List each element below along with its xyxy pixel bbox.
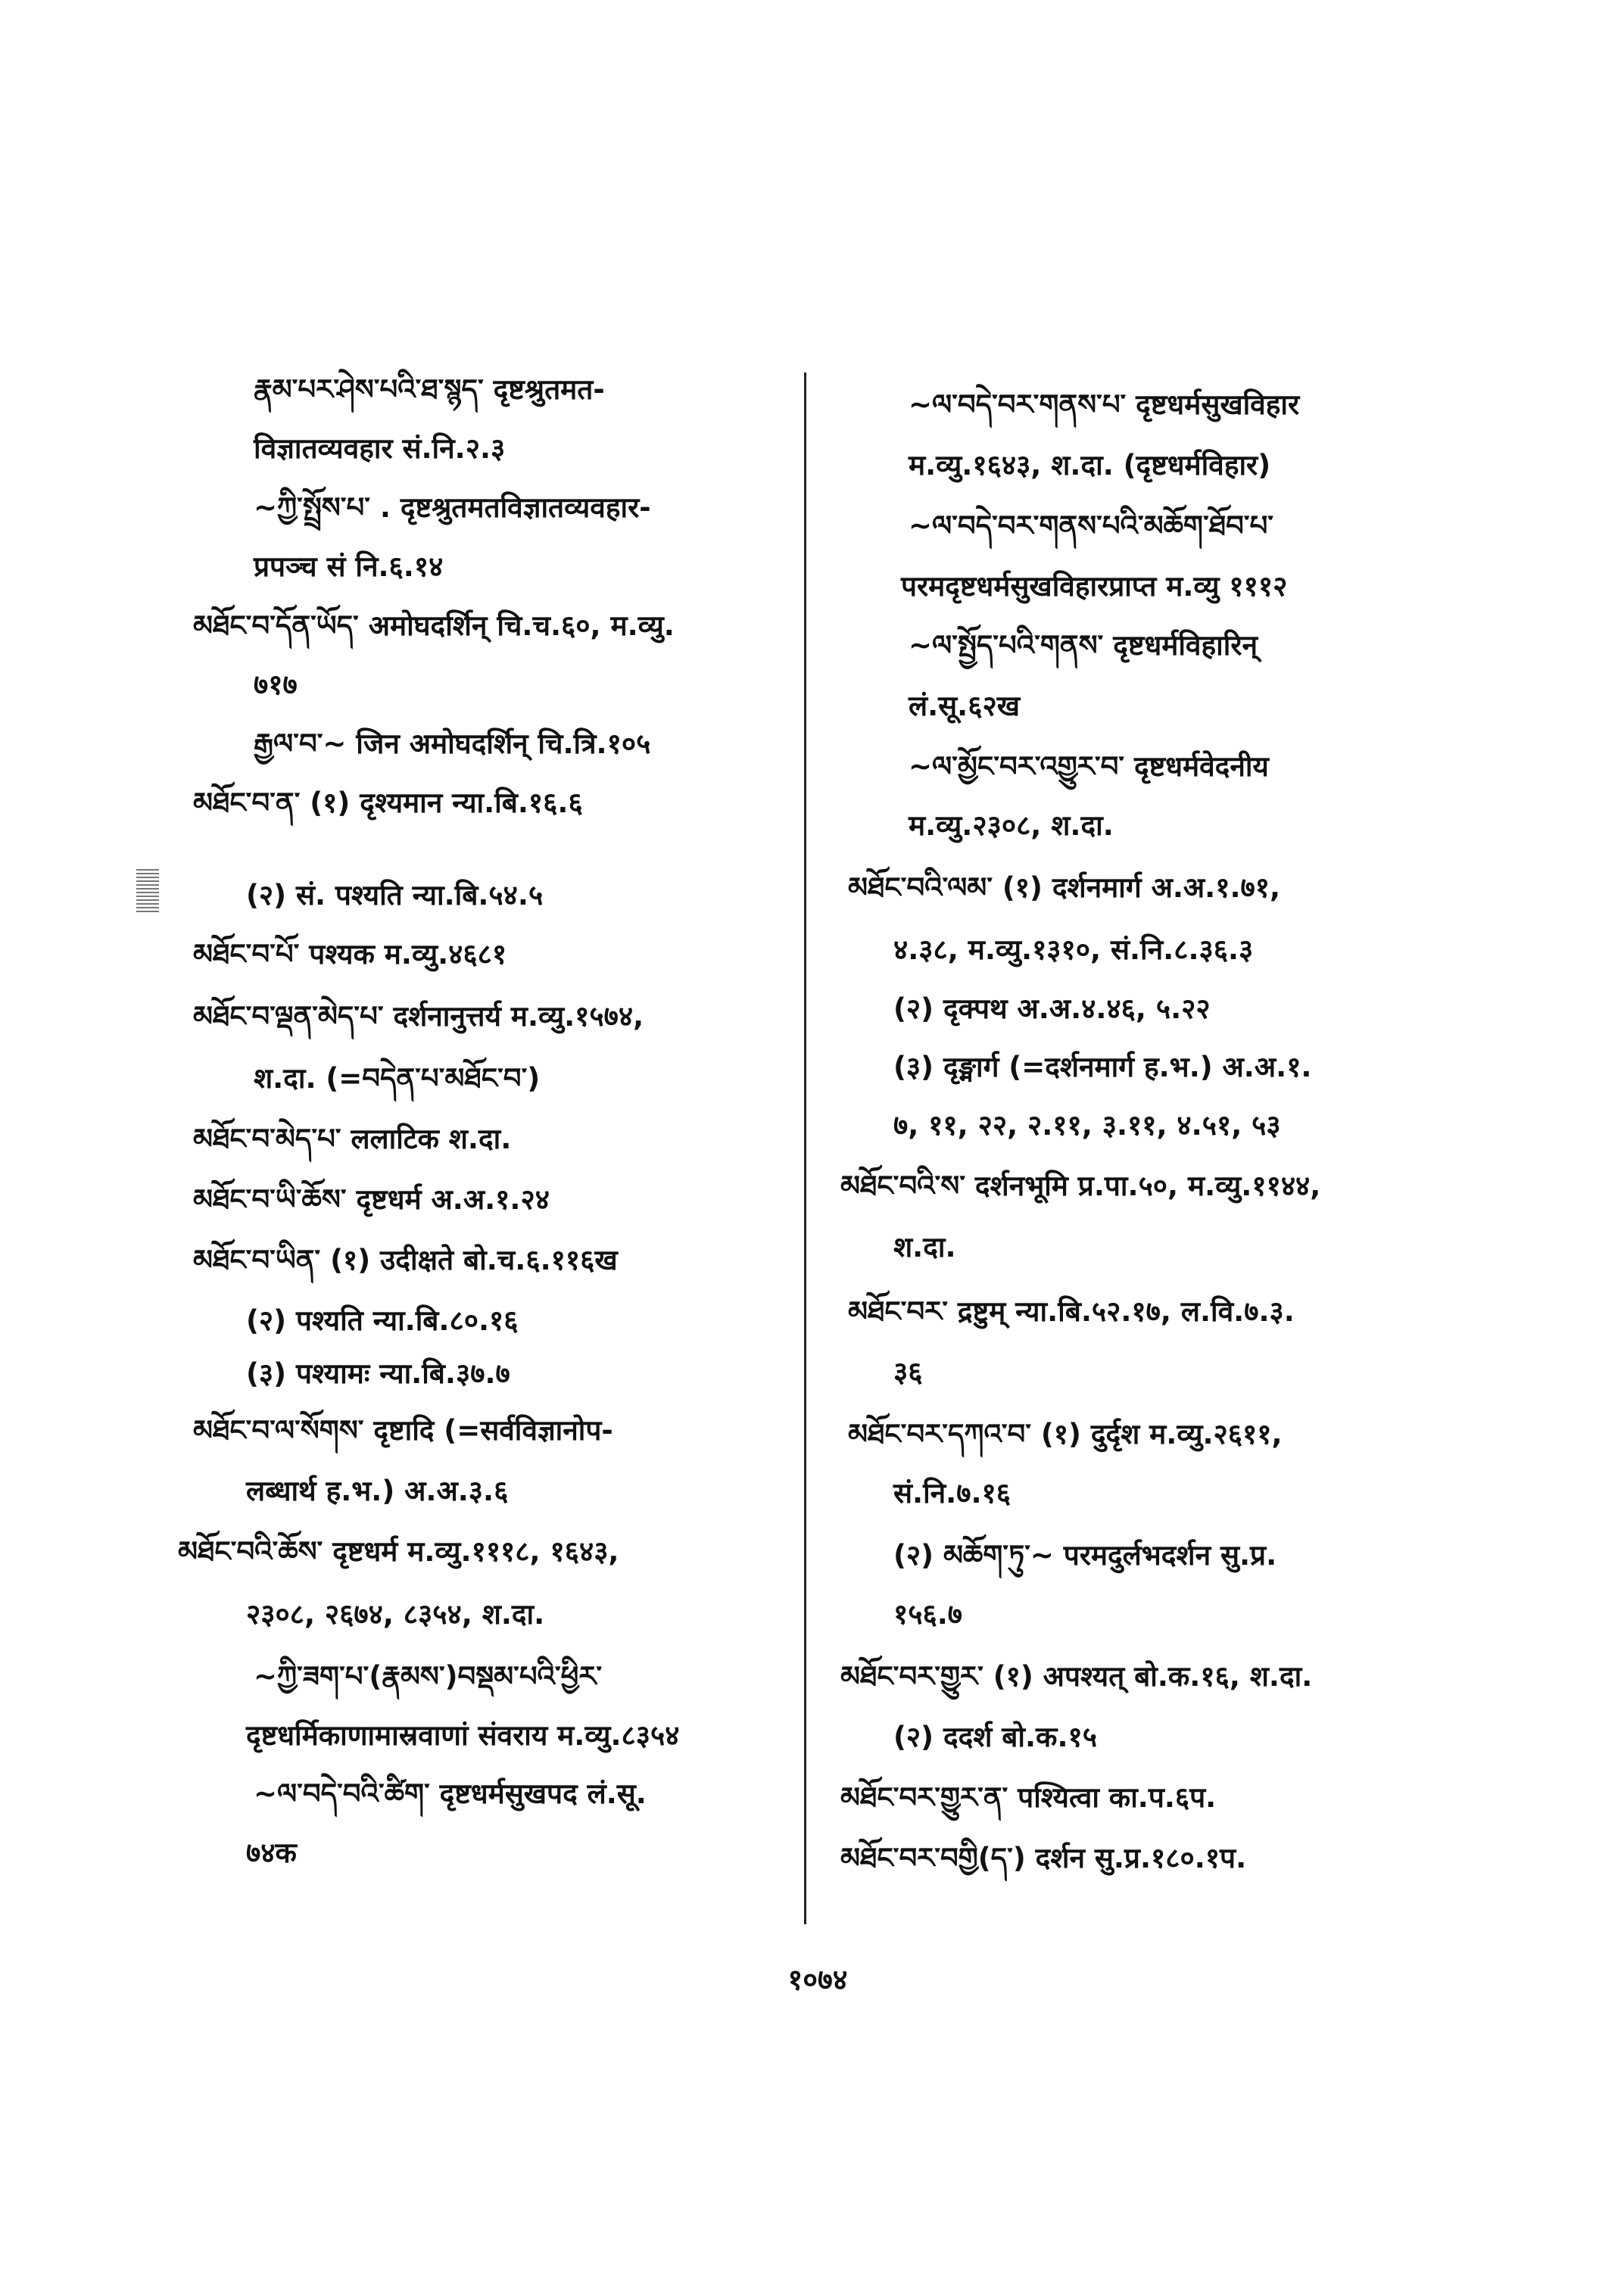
entry-line: མཐོང་བ་པོ་ पश्यक म.व्यु.४६८१ xyxy=(193,938,507,970)
entry-line: विज्ञातव्यवहार सं.नि.२.३ xyxy=(254,432,506,465)
entry-line: श.दा. (=བདེན་པ་མཐོང་བ་) xyxy=(254,1062,541,1095)
entry-line: རྒྱལ་བ་~ जिन अमोघदर्शिन् चि.त्रि.१०५ xyxy=(254,727,651,760)
entry-line: (२) दृक्पथ अ.अ.४.४६, ५.२२ xyxy=(893,992,1211,1025)
entry-line: ~ཀྱི་ཟག་པ་(རྣམས་)བསྡམ་པའི་ཕྱིར་ xyxy=(254,1660,603,1693)
entry-line: (२) पश्यति न्या.बि.८०.१६ xyxy=(246,1304,519,1337)
entry-line: མཐོང་བ་མེད་པ་ ललाटिक श.दा. xyxy=(193,1123,512,1155)
entry-line: མཐོང་བའི་ཆོས་ दृष्टधर्म म.व्यु.१११८, १६४३, xyxy=(178,1535,619,1568)
entry-line: म.व्यु.२३०८, श.दा. xyxy=(909,809,1114,842)
entry-line: ~ལ་བདེ་བའི་ཚིག་ दृष्टधर्मसुखपद लं.सू. xyxy=(254,1777,647,1810)
entry-line: མཐོང་བར་དཀའ་བ་ (१) दुर्दृश म.व्यु.२६११, xyxy=(848,1418,1283,1450)
entry-line: མཐོང་བ་དོན་ཡོད་ अमोघदर्शिन् चि.च.६०, म.व्यु. xyxy=(193,609,675,642)
entry-line: श.दा. xyxy=(893,1231,956,1263)
entry-line: ३६ xyxy=(893,1356,923,1388)
entry-line: མཐོང་བ་ལ་སོགས་ दृष्टादि (=सर्वविज्ञानोप- xyxy=(193,1414,613,1447)
entry-line: མཐོང་བ་ལྡན་མེད་པ་ दर्शनानुत्तर्य म.व्यु.१५७४, xyxy=(193,1000,644,1033)
entry-line: (२) ददर्श बो.क.१५ xyxy=(893,1721,1097,1753)
entry-line: (२) सं. पश्यति न्या.बि.५४.५ xyxy=(246,879,544,911)
entry-line: མཐོང་བར་ द्रष्टुम् न्या.बि.५२.१७, ल.वि.७.३. xyxy=(848,1295,1295,1328)
entry-line: རྣམ་པར་ཤེས་པའི་ཐ་སྙད་ दृष्टश्रुतमत- xyxy=(254,373,605,406)
entry-line: (२) མཆོག་ཏུ་~ परमदुर्लभदर्शन सु.प्र. xyxy=(893,1539,1277,1572)
entry-line: ~ལ་སྤྱོད་པའི་གནས་ दृष्टधर्मविहारिन् xyxy=(909,629,1258,662)
entry-line: ~ལ་བདེ་བར་གནས་པའི་མཆོག་ཐོབ་པ་ xyxy=(909,509,1274,542)
entry-line: लं.सू.६२ख xyxy=(909,690,1020,722)
entry-line: म.व्यु.१६४३, श.दा. (दृष्टधर्मविहार) xyxy=(909,449,1271,481)
entry-line: प्रपञ्च सं नि.६.१४ xyxy=(254,550,444,583)
entry-line: २३०८, २६७४, ८३५४, श.दा. xyxy=(246,1598,545,1631)
entry-line: མཐོང་བར་གྱུར་ (१) अपश्यत् बो.क.१६, श.दा. xyxy=(840,1660,1313,1693)
entry-line: ~ལ་བདེ་བར་གནས་པ་ दृष्टधर्मसुखविहार xyxy=(909,388,1300,421)
entry-line: ७, ११, २२, २.११, ३.११, ४.५१, ५३ xyxy=(893,1109,1281,1142)
entry-line: མཐོང་བ་ན་ (१) दृश्यमान न्या.बि.१६.६ xyxy=(193,787,583,819)
entry-line: མཐོང་བར་བགྱི(ད་) दर्शन सु.प्र.१८०.१प. xyxy=(840,1842,1247,1874)
entry-line: लब्धार्थ ह.भ.) अ.अ.३.६ xyxy=(246,1475,509,1507)
entry-line: (३) पश्यामः न्या.बि.३७.७ xyxy=(246,1357,510,1390)
entry-line: ४.३८, म.व्यु.१३१०, सं.नि.८.३६.३ xyxy=(893,933,1254,966)
entry-line: མཐོང་བའི་ལམ་ (१) दर्शनमार्ग अ.अ.१.७१, xyxy=(848,871,1281,904)
entry-line: མཐོང་བའི་ས་ दर्शनभूमि प्र.पा.५०, म.व्यु.११४४, xyxy=(840,1170,1321,1202)
entry-line: ~ལ་མྱོང་བར་འགྱུར་བ་ दृष्टधर्मवेदनीय xyxy=(909,750,1269,783)
entry-line: (३) दृङ्मार्ग (=दर्शनमार्ग ह.भ.) अ.अ.१. xyxy=(893,1051,1312,1083)
entry-line: མཐོང་བ་ཡིན་ (१) उदीक्षते बो.च.६.११६ख xyxy=(193,1244,618,1276)
entry-line: ७१७ xyxy=(254,668,298,701)
column-divider xyxy=(804,372,806,1924)
entry-line: མཐོང་བར་གྱུར་ན་ पश्यित्वा का.प.६प. xyxy=(840,1781,1217,1814)
entry-line: परमदृष्टधर्मसुखविहारप्राप्त म.व्यु १११२ xyxy=(901,570,1288,603)
page-number: १०७४ xyxy=(787,1963,848,1996)
entry-line: १५६.७ xyxy=(893,1598,963,1631)
margin-mark xyxy=(136,869,159,914)
entry-line: ७४क xyxy=(246,1837,297,1869)
entry-line: सं.नि.७.१६ xyxy=(893,1477,1011,1509)
entry-line: दृष्टधर्मिकाणामास्रवाणां संवराय म.व्यु.८३५४ xyxy=(246,1719,680,1752)
entry-line: ~ཀྱི་སྤྲོས་པ་ . दृष्टश्रुतमतविज्ञातव्यवहार- xyxy=(254,491,651,524)
entry-line: མཐོང་བ་ཡི་ཆོས་ दृष्टधर्म अ.अ.१.२४ xyxy=(193,1183,550,1216)
